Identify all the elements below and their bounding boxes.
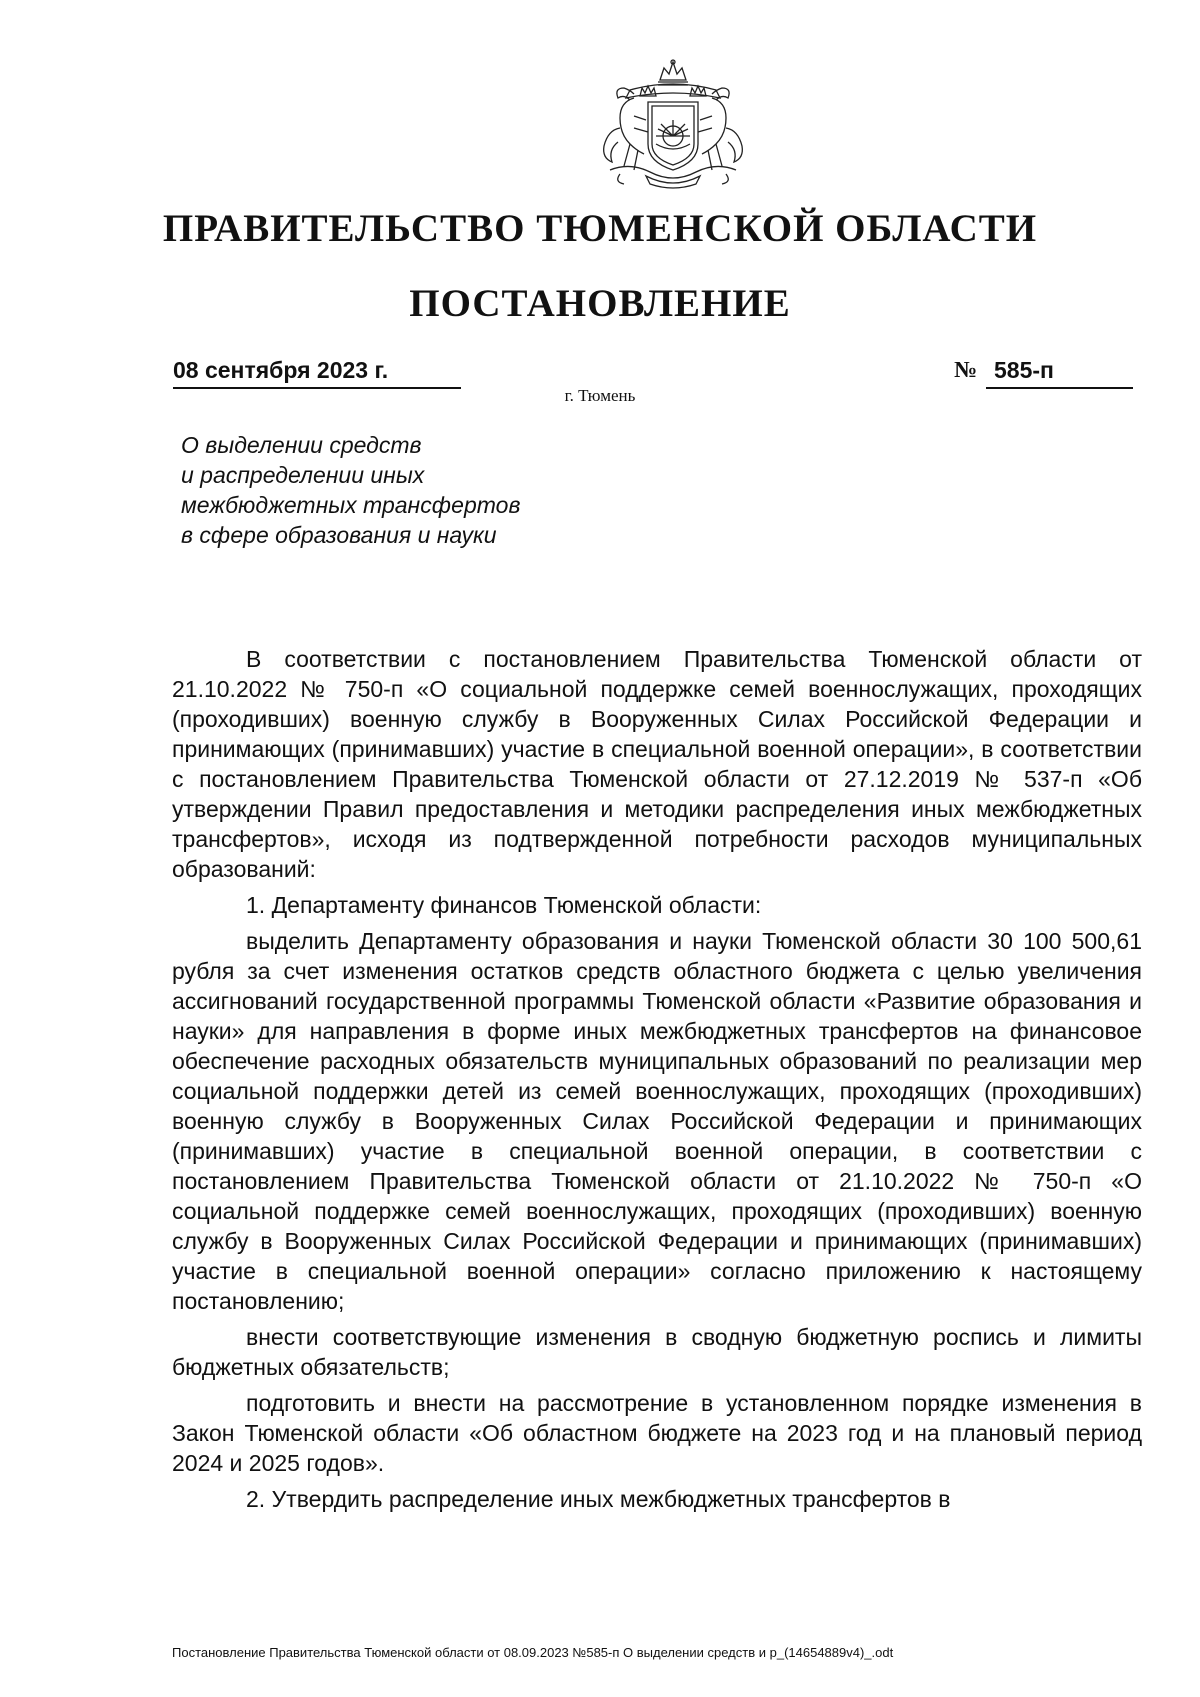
subject-line: в сфере образования и науки [181, 522, 497, 548]
document-date: 08 сентября 2023 г. [173, 357, 461, 389]
city-label: г. Тюмень [564, 386, 636, 405]
document-body [172, 644, 1142, 1520]
document-subject [181, 430, 621, 550]
document-type-title: ПОСТАНОВЛЕНИЕ [409, 282, 791, 325]
organization-title: ПРАВИТЕЛЬСТВО ТЮМЕНСКОЙ ОБЛАСТИ [162, 207, 1038, 250]
body-paragraph: В соответствии с постановлением Правительства Тюменской области от 21.10.2022 № 750-п «О социальной поддержке семей военнослужащих, проходящих (проходивших) военную службу в Вооруженных Силах Российской Федерации и принимающих (принимавших) участие в специальной военной операции», в соответствии с постановлением Правительства Тюменской области от 27.12.2019 № 537-п «Об утверждении Правил предоставления и методики распределения иных межбюджетных трансфертов», исходя из подтвержденной потребности расходов муниципальных образований: [172, 646, 1142, 882]
body-paragraph: 1. Департаменту финансов Тюменской области: [246, 892, 762, 918]
number-sign: № [954, 357, 978, 382]
body-paragraph: выделить Департаменту образования и науки Тюменской области 30 100 500,61 рубля за счет изменения остатков средств областного бюджета с целью увеличения ассигнований государственной программы Тюменской области «Развитие образования и науки» для направления в форме иных межбюджетных трансфертов на финансовое обеспечение расходных обязательств муниципальных образований по реализации мер социальной поддержки детей из семей военнослужащих, проходящих (проходивших) военную службу в Вооруженных Силах Российской Федерации и принимающих (принимавших) участие в специальной военной операции, в соответствии с постановлением Правительства Тюменской области от 21.10.2022 № 750-п «О социальной поддержке семей военнослужащих, проходящих (проходивших) военную службу в Вооруженных Силах Российской Федерации и принимающих (принимавших) участие в специальной военной операции» согласно приложению к настоящему постановлению; [172, 928, 1142, 1314]
subject-line: межбюджетных трансфертов [181, 492, 521, 518]
body-paragraph: 2. Утвердить распределение иных межбюджетных трансфертов в [246, 1486, 951, 1512]
body-paragraph: подготовить и внести на рассмотрение в установленном порядке изменения в Закон Тюменской области «Об областном бюджете на 2023 год и на плановый период 2024 и 2025 годов». [172, 1390, 1142, 1476]
subject-line: О выделении средств [181, 432, 422, 458]
body-paragraph: внести соответствующие изменения в сводную бюджетную роспись и лимиты бюджетных обязательств; [172, 1324, 1142, 1380]
tyumen-region-coat-of-arms-icon [590, 58, 756, 192]
subject-line: и распределении иных [181, 462, 425, 488]
document-number: 585-п [986, 357, 1133, 389]
page-footer: Постановление Правительства Тюменской области от 08.09.2023 №585-п О выделении средств и р_(14654889v4)_.odt [172, 1645, 894, 1660]
